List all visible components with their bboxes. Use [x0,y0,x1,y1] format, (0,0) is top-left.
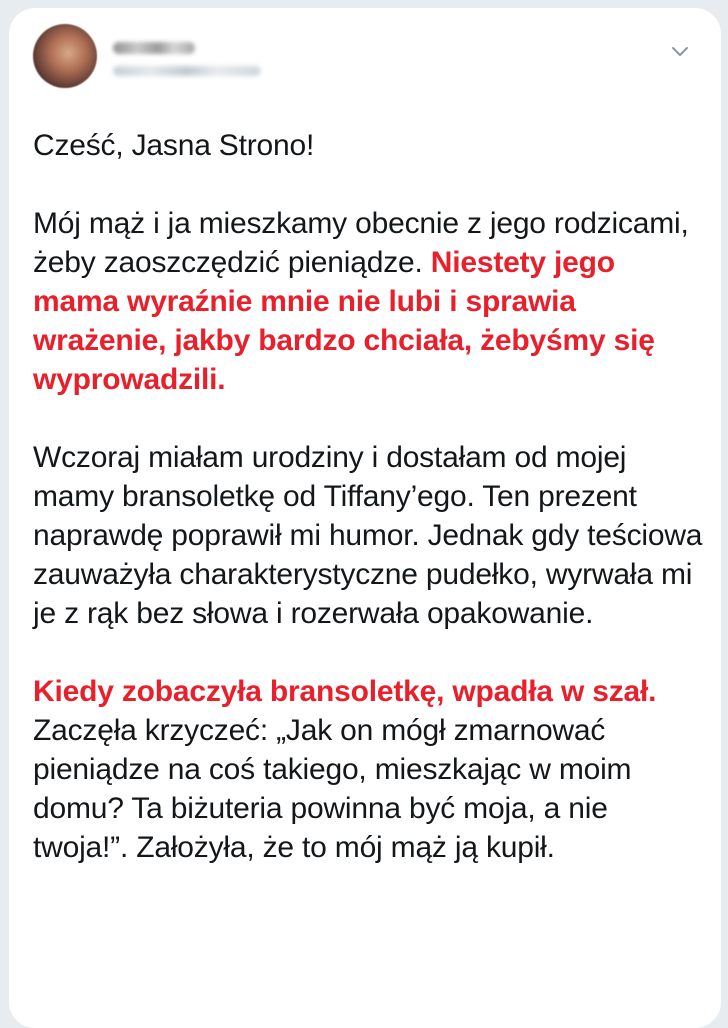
tweet-paragraph-3-highlight: Kiedy zobaczyła bransoletkę, wpadła w szał. [33,675,657,708]
tweet-paragraph-1 [33,204,705,399]
tweet-paragraph-3-text: Zaczęła krzyczeć: „Jak on mógł zmarnować pieniądze na coś takiego, mieszkając w moim domu? Ta biżuteria powinna być moja, a nie twoja!”. Założyła, że to mój mąż ją kupił. [33,714,632,864]
chevron-down-icon[interactable] [669,40,691,62]
tweet-paragraph-3 [33,672,705,867]
tweet-card [9,8,721,1028]
tweet-paragraph-2: Wczoraj miałam urodziny i dostałam od mojej mamy bransoletkę od Tiffany’ego. Ten prezent naprawdę poprawił mi humor. Jednak gdy teściowa zauważyła charakterystyczne pudełko, wyrwała mi je z rąk bez słowa i rozerwała opakowanie. [33,441,703,630]
blurred-display-name [113,42,195,54]
blurred-user-handle [113,66,261,76]
tweet-greeting: Cześć, Jasna Strono! [33,129,315,162]
tweet-paragraph-1-highlight: Niestety jego mama wyraźnie mnie nie lubi i sprawia wrażenie, jakby bardzo chciała, żebyśmy się wyprowadzili. [33,246,655,396]
avatar[interactable] [33,24,97,88]
tweet-paragraph-1-text: Mój mąż i ja mieszkamy obecnie z jego rodzicami, żeby zaoszczędzić pieniądze. [33,207,689,279]
tweet-text [33,126,705,906]
